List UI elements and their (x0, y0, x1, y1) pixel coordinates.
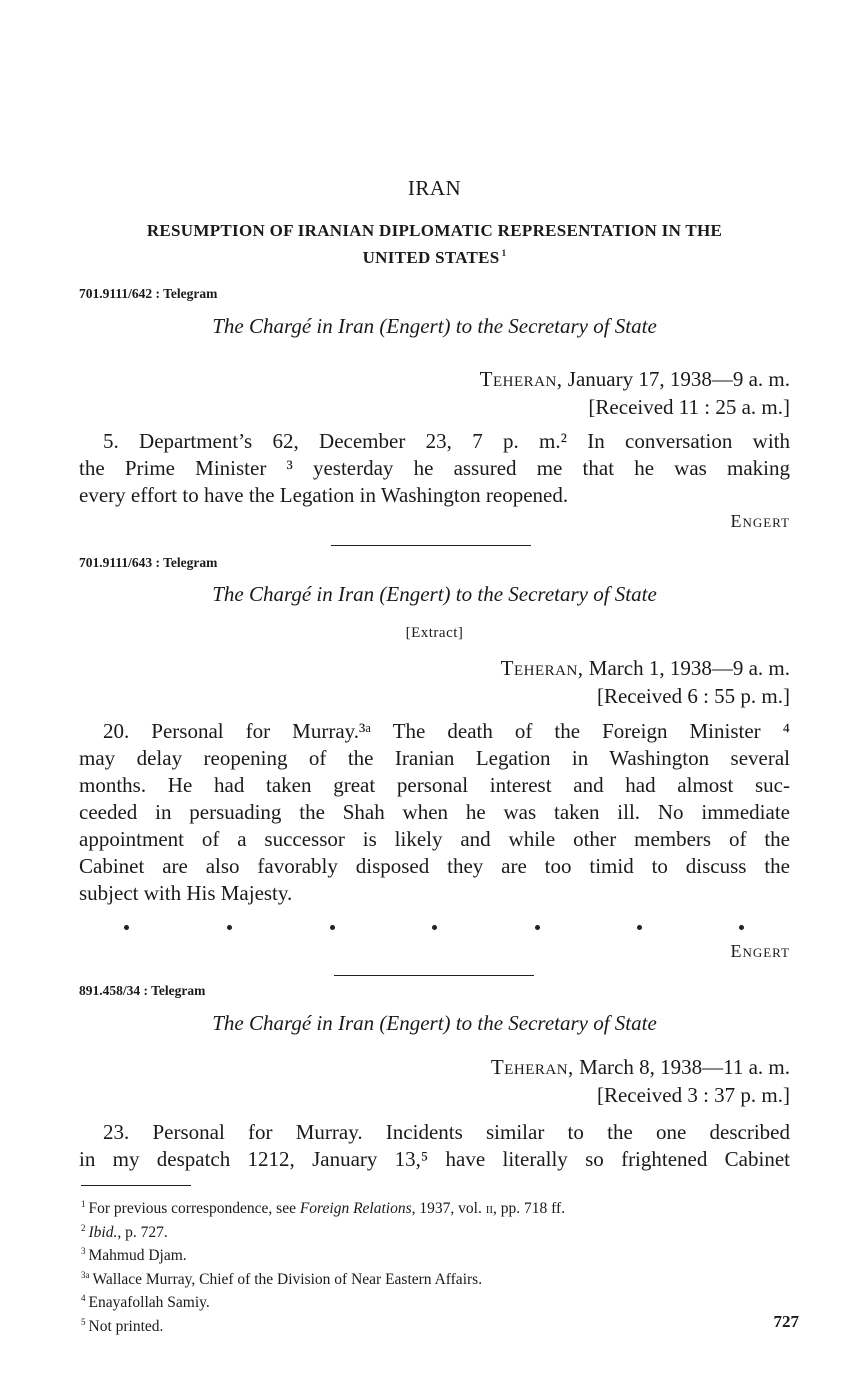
body-line: appointment of a successor is likely and while other members of the (79, 827, 790, 851)
omission-dot (330, 925, 335, 930)
body-line: the Prime Minister ³ yesterday he assured me that he was making (79, 456, 790, 480)
extract-label: [Extract] (405, 625, 464, 641)
omission-dot (637, 925, 642, 930)
omission-dot (124, 925, 129, 930)
signature: Engert (730, 511, 790, 531)
footnote: $^3$ Mahmud Djam. (81, 1246, 187, 1264)
dateline-date: January 17, 1938—9 a. m. (567, 367, 790, 391)
received-time: [Received 11 : 25 a. m.] (588, 395, 790, 419)
subject-line-2: UNITED STATES $^1$ (362, 248, 507, 267)
dateline-date: March 1, 1938—9 a. m. (588, 656, 790, 680)
footnote: $^1$ For previous correspondence, see Foreign Relations, 1937, vol. ii, pp. 718 ff. (81, 1199, 566, 1217)
dateline-place: Teheran, (500, 656, 584, 680)
file-number: 701.9111/642 : Telegram (79, 286, 218, 301)
section-divider (331, 545, 531, 546)
telegram-body (79, 428, 790, 509)
file-number: 701.9111/643 : Telegram (79, 555, 218, 570)
body-line: may delay reopening of the Iranian Legation in Washington several (79, 746, 790, 770)
body-line: subject with His Majesty. (79, 881, 293, 905)
subject-heading (79, 219, 790, 269)
document-title: The Chargé in Iran (Engert) to the Secretary of State (212, 582, 657, 606)
telegram-body (79, 718, 790, 907)
body-line: ceeded in persuading the Shah when he was taken ill. No immediate (79, 800, 790, 824)
body-line: in my despatch 1212, January 13,⁵ have literally so frightened Cabinet (79, 1147, 790, 1171)
body-line: 5. Department’s 62, December 23, 7 p. m.² In conversation with (103, 429, 790, 453)
footnotes (81, 1195, 565, 1336)
ellipsis-omission (79, 913, 790, 933)
dateline-place: Teheran, (479, 367, 563, 391)
dateline (480, 365, 790, 421)
footnote-divider (81, 1185, 191, 1186)
dateline-place: Teheran, (490, 1055, 574, 1079)
subject-footnote-mark: 1 (501, 248, 507, 258)
footnote: $^4$ Enayafollah Samiy. (81, 1293, 210, 1311)
document-title: The Chargé in Iran (Engert) to the Secretary of State (212, 314, 657, 338)
footnote: $^5$ Not printed. (81, 1316, 164, 1335)
telegram-body (79, 1119, 790, 1173)
omission-dot (227, 925, 232, 930)
omission-dot (739, 925, 744, 930)
footnote: $^{3a}$ Wallace Murray, Chief of the Division of Near Eastern Affairs. (81, 1269, 483, 1288)
country-heading: IRAN (407, 176, 462, 200)
body-line: 20. Personal for Murray.³ᵃ The death of the Foreign Minister ⁴ (103, 719, 790, 743)
received-time: [Received 6 : 55 p. m.] (596, 684, 790, 708)
received-time: [Received 3 : 37 p. m.] (596, 1083, 790, 1107)
dateline-date: March 8, 1938—11 a. m. (579, 1055, 790, 1079)
body-line: months. He had taken great personal interest and had almost suc- (79, 773, 790, 797)
dateline (501, 654, 790, 710)
body-line: Cabinet are also favorably disposed they are too timid to discuss the (79, 854, 790, 878)
subject-line-1: RESUMPTION OF IRANIAN DIPLOMATIC REPRESENTATION IN THE (146, 221, 723, 240)
body-line: every effort to have the Legation in Washington reopened. (79, 483, 569, 507)
signature: Engert (730, 941, 790, 961)
footnote: $^2$ Ibid., p. 727. (81, 1222, 168, 1241)
body-line: 23. Personal for Murray. Incidents similar to the one described (103, 1120, 790, 1144)
page-number: 727 (773, 1312, 799, 1331)
document-title: The Chargé in Iran (Engert) to the Secretary of State (212, 1011, 657, 1035)
omission-dot (535, 925, 540, 930)
file-number: 891.458/34 : Telegram (79, 983, 206, 998)
dateline (491, 1053, 790, 1109)
omission-dot (432, 925, 437, 930)
section-divider (334, 975, 534, 976)
